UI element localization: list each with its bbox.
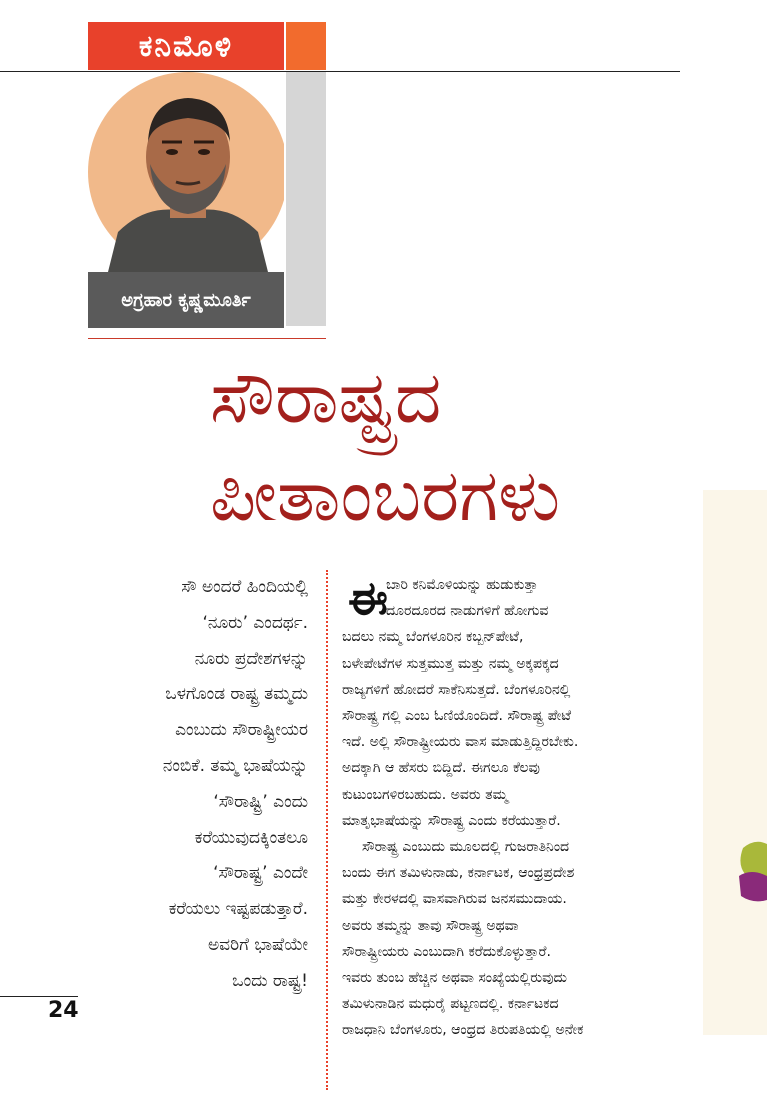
column-side-strip xyxy=(286,72,326,326)
article-body xyxy=(342,572,682,1044)
author-portrait-image xyxy=(88,72,284,272)
pullquote-line: ‘ಸೌರಾಷ್ಟ್ರ’ ಎಂದೇ xyxy=(213,863,308,884)
body-line: ಸೌರಾಷ್ಟ್ರ ಗಲ್ಲಿ ಎಂಬ ಓಣಿಯೊಂದಿದೆ. ಸೌರಾಷ್ಟ್ರ ಪೇಟೆ xyxy=(342,708,572,725)
body-line: ಇವರು ತುಂಬ ಹೆಚ್ಚಿನ ಅಥವಾ ಸಂಖ್ಯೆಯಲ್ಲಿರುವುದು xyxy=(342,970,567,987)
body-line: ದೂರದೂರದ ನಾಡುಗಳಿಗೆ ಹೋಗುವ xyxy=(386,603,549,620)
pullquote xyxy=(70,570,308,1000)
author-photo xyxy=(88,72,284,272)
body-line: ಮಾತೃಭಾಷೆಯನ್ನು ಸೌರಾಷ್ಟ್ರ ಎಂದು ಕರೆಯುತ್ತಾರೆ. xyxy=(342,812,561,829)
pullquote-line: ಒಂದು ರಾಷ್ಟ್ರ! xyxy=(232,970,308,991)
column-tag-accent xyxy=(286,22,326,70)
body-line: ಬಂದು ಈಗ ತಮಿಳುನಾಡು, ಕರ್ನಾಟಕ, ಆಂಧ್ರಪ್ರದೇಶ xyxy=(342,865,575,882)
page-number-rule xyxy=(0,996,78,997)
pullquote-line: ನೂರು ಪ್ರದೇಶಗಳನ್ನು xyxy=(194,648,308,669)
pullquote-line: ‘ನೂರು’ ಎಂದರ್ಥ. xyxy=(202,612,308,633)
column-divider xyxy=(326,570,328,1090)
adjacent-page-edge xyxy=(703,490,767,1035)
dropcap: ಈ xyxy=(348,571,388,625)
pullquote-line: ಕರೆಯುವುದಕ್ಕಿಂತಲೂ xyxy=(194,827,308,848)
pullquote-line: ಸೌ ಅಂದರೆ ಹಿಂದಿಯಲ್ಲಿ xyxy=(181,577,308,597)
pullquote-line: ನಂಬಿಕೆ. ತಮ್ಮ ಭಾಷೆಯನ್ನು xyxy=(162,755,308,776)
column-title: ಕನಿಮೊಳಿ xyxy=(88,22,284,70)
body-line: ತಮಿಳುನಾಡಿನ ಮಧುರೈ ಪಟ್ಟಣದಲ್ಲಿ. ಕರ್ನಾಟಕದ xyxy=(342,996,559,1013)
body-line: ಇದೆ. ಅಲ್ಲಿ ಸೌರಾಷ್ಟ್ರೀಯರು ವಾಸ ಮಾಡುತ್ತಿದ್ದಿರಬೇಕು. xyxy=(342,734,579,751)
body-line: ಬಾರಿ ಕನಿಮೊಳಿಯನ್ನು ಹುಡುಕುತ್ತಾ xyxy=(386,577,538,593)
pullquote-line: ಕರೆಯಲು ಇಷ್ಟಪಡುತ್ತಾರೆ. xyxy=(168,899,308,920)
body-line: ಕುಟುಂಬಗಳಿರಬಹುದು. ಅವರು ತಮ್ಮ xyxy=(342,786,508,803)
pullquote-line: ಒಳಗೊಂಡ ರಾಷ್ಟ್ರ ತಮ್ಮದು xyxy=(165,684,308,705)
body-line: ಅದಕ್ಕಾಗಿ ಆ ಹೆಸರು ಬಿದ್ದಿದೆ. ಈಗಲೂ ಕೆಲವು xyxy=(342,760,540,777)
headline-line-1: ಸೌರಾಷ್ಟ್ರದ xyxy=(210,355,442,439)
headline xyxy=(210,348,690,544)
body-line: ಸೌರಾಷ್ಟ್ರೀಯರು ಎಂಬುದಾಗಿ ಕರೆದುಕೊಳ್ಳುತ್ತಾರೆ. xyxy=(342,943,551,960)
pullquote-line: ಎಂಬುದು ಸೌರಾಷ್ಟ್ರೀಯರ xyxy=(175,720,308,741)
body-line: ರಾಜ್ಯಗಳಿಗೆ ಹೋದರೆ ಸಾಕೆನಿಸುತ್ತದೆ. ಬೆಂಗಳೂರಿನಲ್ಲಿ xyxy=(342,681,571,698)
page-number: 24 xyxy=(48,998,79,1023)
body-line: ಬಳೇಪೇಟೆಗಳ ಸುತ್ತಮುತ್ತ ಮತ್ತು ನಮ್ಮ ಅಕ್ಕಪಕ್ಕದ xyxy=(342,655,559,672)
author-rule xyxy=(88,338,326,339)
body-line: ಸೌರಾಷ್ಟ್ರ ಎಂಬುದು ಮೂಲದಲ್ಲಿ ಗುಜರಾತಿನಿಂದ xyxy=(362,839,570,856)
pullquote-line: ‘ಸೌರಾಷ್ಟ್ರಿ’ ಎಂದು xyxy=(213,791,308,812)
author-name: ಅಗ್ರಹಾರ ಕೃಷ್ಣಮೂರ್ತಿ xyxy=(88,272,284,328)
body-line: ಬದಲು ನಮ್ಮ ಬೆಂಗಳೂರಿನ ಕಬ್ಬನ್‌ಪೇಟೆ, xyxy=(342,629,524,646)
body-line: ಅವರು ತಮ್ಮನ್ನು ತಾವು ಸೌರಾಷ್ಟ್ರ ಅಥವಾ xyxy=(342,917,519,934)
pullquote-line: ಅವರಿಗೆ ಭಾಷೆಯೇ xyxy=(207,934,308,955)
body-line: ರಾಜಧಾನಿ ಬೆಂಗಳೂರು, ಆಂಧ್ರದ ತಿರುಪತಿಯಲ್ಲಿ ಅನೇಕ xyxy=(342,1022,584,1039)
body-line: ಮತ್ತು ಕೇರಳದಲ್ಲಿ ವಾಸವಾಗಿರುವ ಜನಸಮುದಾಯ. xyxy=(342,891,567,908)
illustration-fragment-icon xyxy=(735,838,767,908)
headline-line-2: ಪೀತಾಂಬರಗಳು xyxy=(210,453,561,537)
